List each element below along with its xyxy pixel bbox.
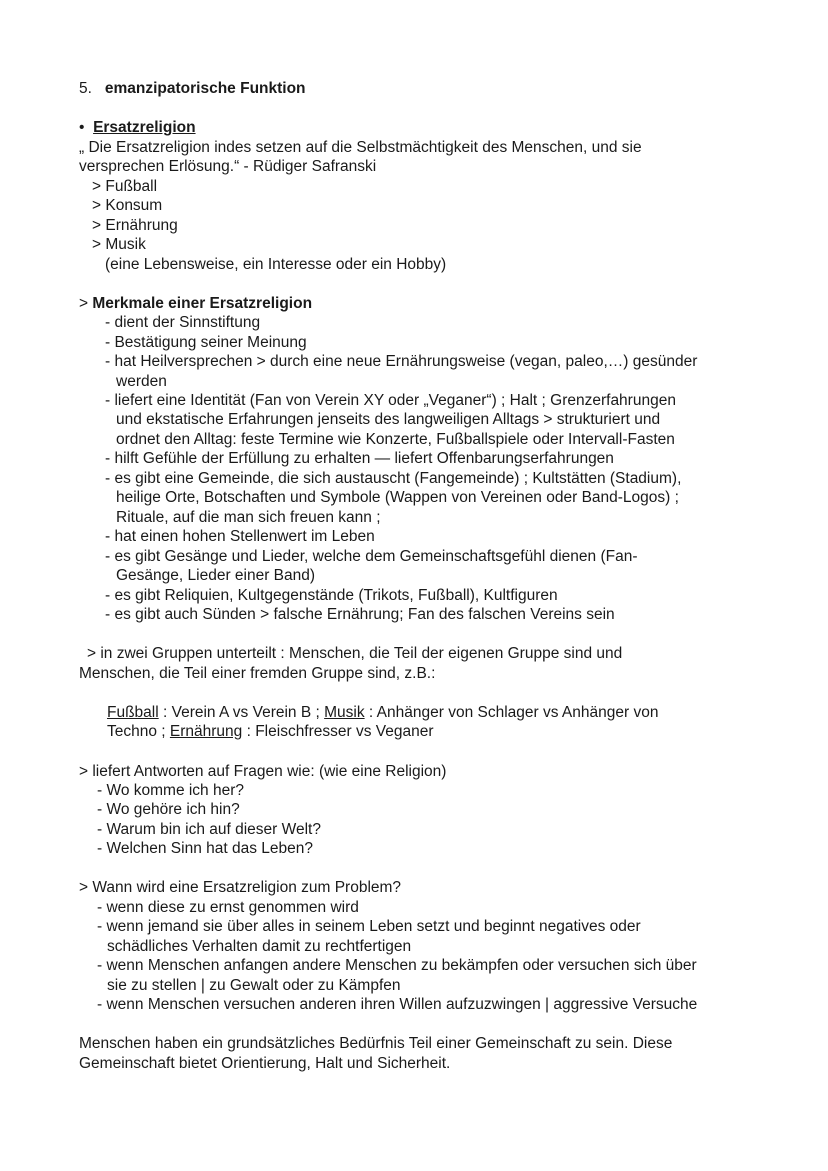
merkmale-heading [79, 294, 312, 313]
musik-text: : Anhänger von Schlager vs Anhänger von [364, 704, 659, 721]
question-item: - Welchen Sinn hat das Leben? [97, 840, 314, 857]
gruppen-line: > in zwei Gruppen unterteilt : Menschen, die Teil der eigenen Gruppe sind und [87, 645, 623, 662]
merkmal-line: - es gibt Reliquien, Kultgegenstände (Trikots, Fußball), Kultfiguren [105, 587, 558, 604]
fussball-text: : Verein A vs Verein B ; [158, 704, 325, 721]
merkmal-line: werden [116, 373, 167, 390]
techno-text: Techno ; [107, 723, 170, 740]
problem-line: sie zu stellen | zu Gewalt oder zu Kämpfen [107, 977, 401, 994]
merkmal-line: Rituale, auf die man sich freuen kann ; [116, 509, 381, 526]
example-item: > Fußball [92, 178, 158, 195]
merkmal-line: - liefert eine Identität (Fan von Verein XY oder „Veganer“) ; Halt ; Grenzerfahrungen [105, 392, 676, 409]
problem-title: > Wann wird eine Ersatzreligion zum Problem? [79, 879, 402, 896]
conclusion-line: Menschen haben ein grundsätzliches Bedürfnis Teil einer Gemeinschaft zu sein. Diese [79, 1035, 673, 1052]
merkmal-line: - es gibt Gesänge und Lieder, welche dem Gemeinschaftsgefühl dienen (Fan- [105, 548, 638, 565]
problem-line: schädliches Verhalten damit zu rechtfertigen [107, 938, 412, 955]
conclusion-line: Gemeinschaft bietet Orientierung, Halt und Sicherheit. [79, 1055, 451, 1072]
bullet-icon: • [79, 119, 85, 136]
question-item: - Warum bin ich auf dieser Welt? [97, 821, 321, 838]
fussball-label: Fußball [107, 704, 159, 721]
gruppen-line: Menschen, die Teil einer fremden Gruppe sind, z.B.: [79, 665, 436, 682]
merkmal-line: - dient der Sinnstiftung [105, 314, 261, 331]
antworten-title: > liefert Antworten auf Fragen wie: (wie eine Religion) [79, 763, 447, 780]
problem-line: - wenn jemand sie über alles in seinem Leben setzt und beginnt negatives oder [97, 918, 641, 935]
section-title: emanzipatorische Funktion [104, 80, 306, 97]
question-item: - Wo komme ich her? [97, 782, 245, 799]
merkmal-line: Gesänge, Lieder einer Band) [116, 567, 316, 584]
section-heading [79, 79, 306, 98]
merkmal-line: - hilft Gefühle der Erfüllung zu erhalten — liefert Offenbarungserfahrungen [105, 450, 614, 467]
problem-line: - wenn Menschen versuchen anderen ihren Willen aufzuzwingen | aggressive Versuche [97, 996, 698, 1013]
section-number: 5. [79, 80, 92, 97]
merkmal-line: und ekstatische Erfahrungen jenseits des langweiligen Alltags > strukturiert und [116, 411, 661, 428]
example-item: > Konsum [92, 197, 163, 214]
musik-label: Musik [324, 704, 365, 721]
question-item: - Wo gehöre ich hin? [97, 801, 240, 818]
merkmal-line: - es gibt eine Gemeinde, die sich austauscht (Fangemeinde) ; Kultstätten (Stadium), [105, 470, 682, 487]
ersatzreligion-heading [79, 118, 196, 137]
merkmale-prefix: > [79, 295, 93, 312]
example-item: > Musik [92, 236, 146, 253]
example-item: > Ernährung [92, 217, 178, 234]
ernaehrung-label: Ernährung [169, 723, 243, 740]
merkmal-line: - Bestätigung seiner Meinung [105, 334, 307, 351]
quote-line: versprechen Erlösung.“ - Rüdiger Safranski [79, 158, 377, 175]
ernaehrung-text: : Fleischfresser vs Veganer [242, 723, 434, 740]
problem-line: - wenn diese zu ernst genommen wird [97, 899, 359, 916]
merkmal-line: heilige Orte, Botschaften und Symbole (Wappen von Vereinen oder Band-Logos) ; [116, 489, 679, 506]
merkmal-line: - hat einen hohen Stellenwert im Leben [105, 528, 375, 545]
problem-line: - wenn Menschen anfangen andere Menschen zu bekämpfen oder versuchen sich über [97, 957, 697, 974]
merkmal-line: ordnet den Alltag: feste Termine wie Konzerte, Fußballspiele oder Intervall-Fasten [116, 431, 675, 448]
quote-line: „ Die Ersatzreligion indes setzen auf die Selbstmächtigkeit des Menschen, und sie [79, 139, 642, 156]
ersatzreligion-title: Ersatzreligion [93, 119, 196, 136]
gruppen-example-line [107, 722, 434, 741]
examples-note: (eine Lebensweise, ein Interesse oder ein Hobby) [105, 256, 447, 273]
merkmale-title: Merkmale einer Ersatzreligion [92, 295, 313, 312]
gruppen-example-line [107, 703, 658, 722]
merkmal-line: - es gibt auch Sünden > falsche Ernährung; Fan des falschen Vereins sein [105, 606, 615, 623]
merkmal-line: - hat Heilversprechen > durch eine neue Ernährungsweise (vegan, paleo,…) gesünder [105, 353, 698, 370]
